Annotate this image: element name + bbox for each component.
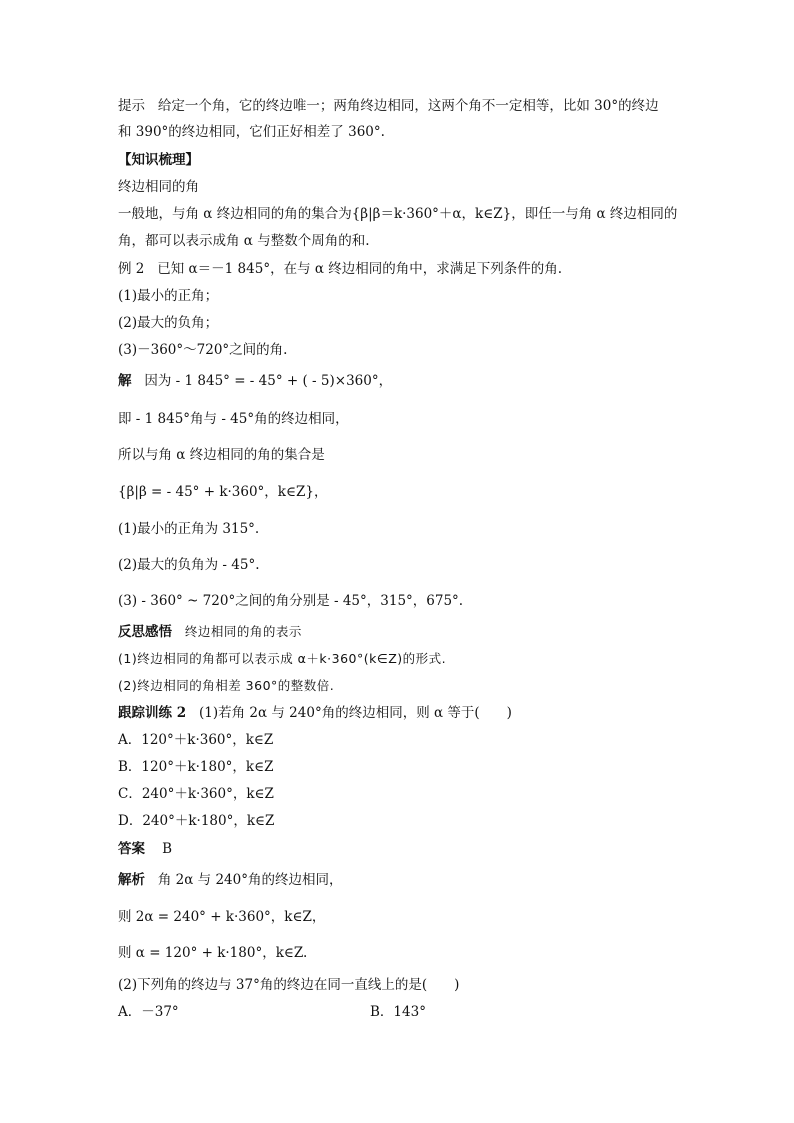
reflection-title: 终边相同的角的表示: [184, 624, 302, 639]
reflection-point-2: (2)终边相同的角相差 360°的整数倍.: [118, 678, 335, 693]
solution-answer-2: (2)最大的负角为 - 45°.: [118, 557, 260, 573]
solution-line-4: {β|β = - 45° + k·360°，k∈Z}，: [118, 484, 328, 500]
solution-line-3: 所以与角 α 终边相同的角的集合是: [118, 447, 325, 463]
exercise-answer-line: [118, 840, 172, 858]
q2-option-b: B．143°: [370, 1004, 426, 1020]
hint-label: 提示: [118, 98, 145, 114]
solution-answer-3: (3) - 360° ~ 720°之间的角分别是 - 45°，315°，675°.: [118, 593, 464, 609]
exercise-option-a: A．120°＋k·360°，k∈Z: [118, 732, 274, 748]
analysis-line-1: [118, 871, 342, 889]
exercise-q1: (1)若角 2α 与 240°角的终边相同，则 α 等于( ): [198, 705, 512, 721]
solution-line-2: 即 - 1 845°角与 - 45°角的终边相同，: [118, 411, 349, 427]
example-stem: 已知 α＝－1 845°，在与 α 终边相同的角中，求满足下列条件的角.: [157, 261, 563, 277]
analysis-line-3: 则 α = 120° + k·180°，k∈Z.: [118, 945, 308, 961]
knowledge-title: 终边相同的角: [118, 179, 199, 195]
solution-text-1: 因为 - 1 845° = - 45° + ( - 5)×360°，: [144, 373, 393, 389]
reflection-label: 反思感悟: [118, 624, 172, 640]
solution-answer-1: (1)最小的正角为 315°.: [118, 521, 260, 537]
analysis-text-1: 角 2α 与 240°角的终边相同，: [157, 872, 343, 888]
knowledge-heading: 【知识梳理】: [118, 152, 199, 168]
example-stem-line: [118, 260, 562, 278]
exercise-option-b: B．120°＋k·180°，k∈Z: [118, 759, 274, 775]
solution-line-1: [118, 372, 392, 390]
exercise-option-d: D．240°＋k·180°，k∈Z: [118, 813, 275, 829]
hint-line-1: [118, 97, 659, 115]
example-label: 例 2: [118, 261, 145, 277]
solution-label: 解: [118, 373, 132, 389]
hint-line-2: 和 390°的终边相同，它们正好相差了 360°.: [118, 124, 385, 140]
q2-option-a: A．－37°: [118, 1004, 179, 1020]
example-q3: (3)－360°～720°之间的角.: [118, 342, 288, 358]
exercise-q1-line: [118, 704, 512, 722]
knowledge-line-2: 角，都可以表示成角 α 与整数个周角的和.: [118, 233, 370, 249]
exercise-q2-options: [118, 1003, 179, 1021]
answer-value: B: [162, 841, 173, 857]
analysis-label: 解析: [118, 872, 145, 888]
hint-text-1: 给定一个角，它的终边唯一；两角终边相同，这两个角不一定相等，比如 30°的终边: [157, 98, 659, 114]
reflection-point-1: (1)终边相同的角都可以表示成 α＋k·360°(k∈Z)的形式.: [118, 651, 447, 666]
exercise-label: 跟踪训练 2: [118, 705, 187, 721]
example-q1: (1)最小的正角；: [118, 288, 219, 304]
answer-label: 答案: [118, 841, 145, 857]
exercise-option-c: C．240°＋k·360°，k∈Z: [118, 786, 274, 802]
knowledge-line-1: 一般地，与角 α 终边相同的角的集合为{β|β＝k·360°＋α，k∈Z}，即任一与角 α 终边相同的: [118, 206, 678, 222]
example-q2: (2)最大的负角；: [118, 315, 219, 331]
reflection-heading: [118, 623, 302, 641]
analysis-line-2: 则 2α = 240° + k·360°，k∈Z，: [118, 909, 326, 925]
exercise-q2: (2)下列角的终边与 37°角的终边在同一直线上的是( ): [118, 977, 460, 993]
